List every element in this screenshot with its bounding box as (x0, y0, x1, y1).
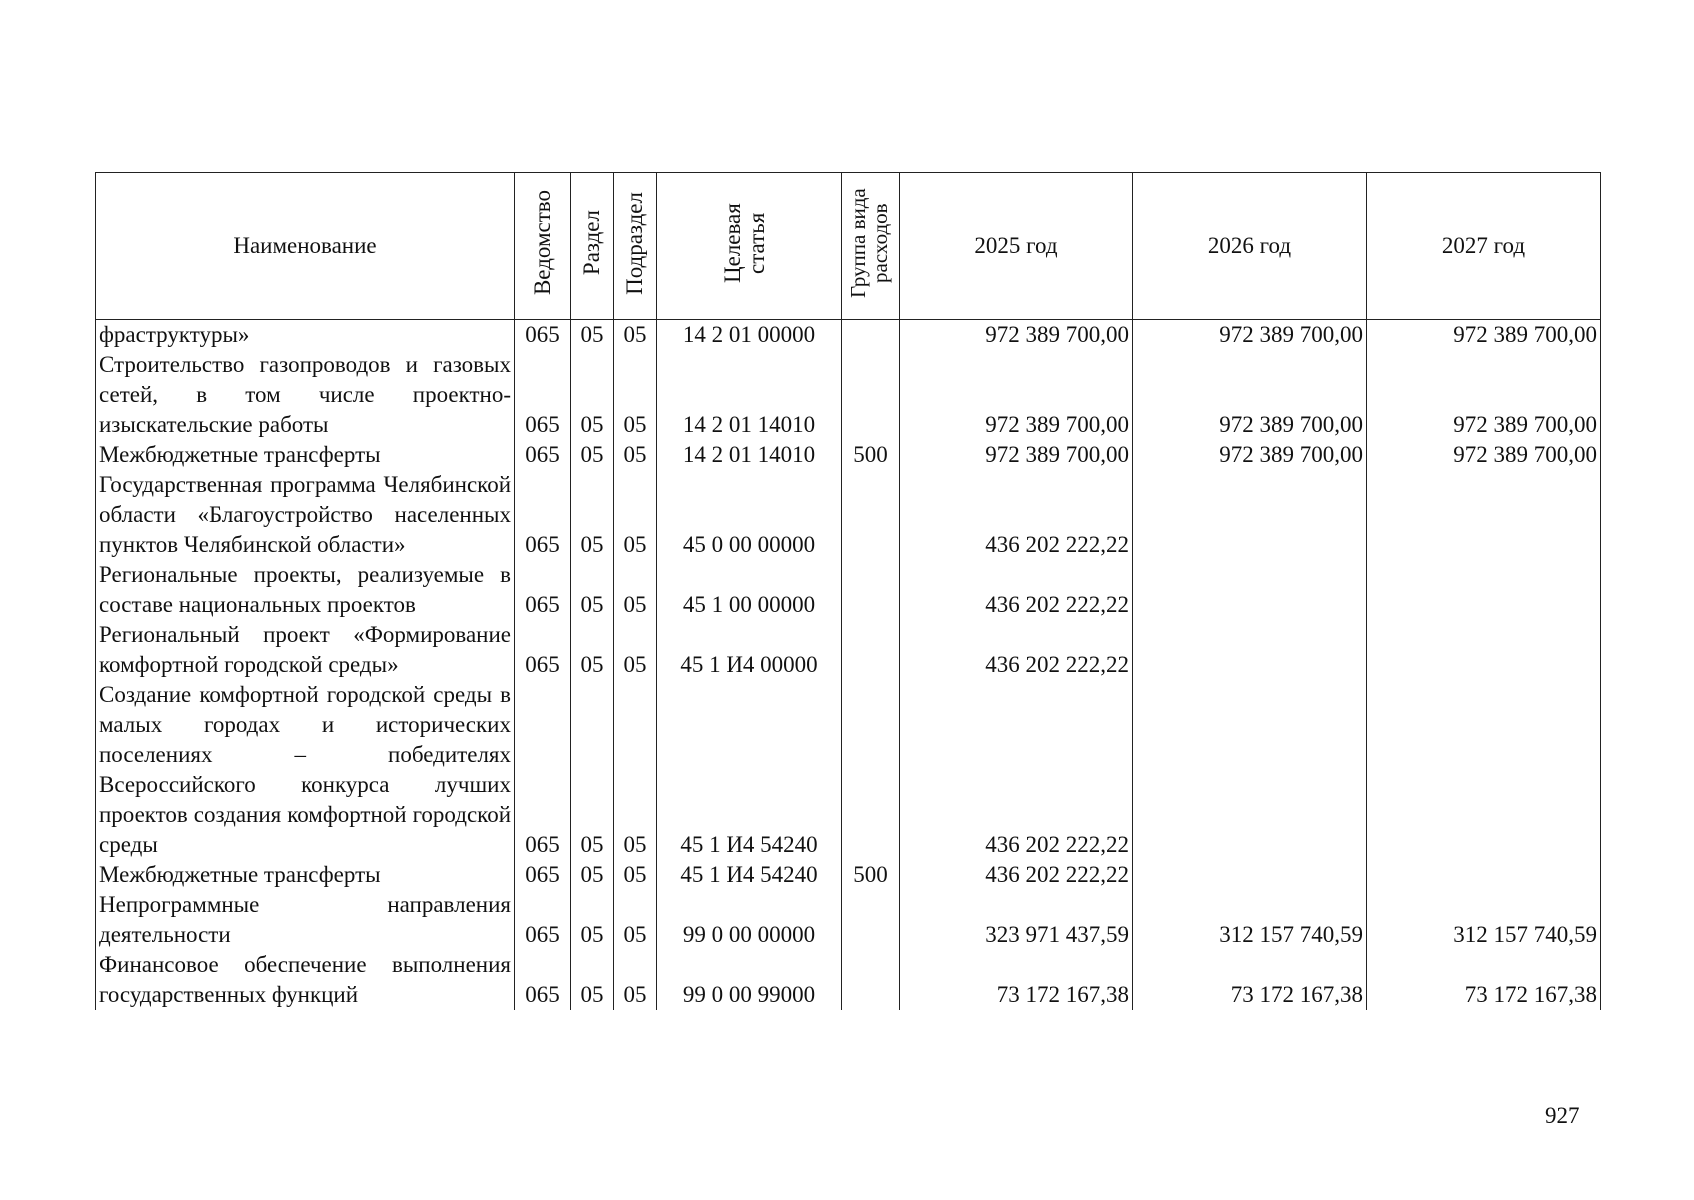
cell-year-2025: 436 202 222,22 (900, 470, 1133, 560)
budget-table-container (95, 172, 1600, 1010)
cell-year-2026: 73 172 167,38 (1133, 950, 1367, 1010)
cell-tselevaya-statya: 45 1 И4 54240 (657, 860, 842, 890)
cell-vedomstvo: 065 (515, 950, 571, 1010)
cell-name: Создание комфортной городской среды в малых городах и исторических поселениях – победителях Всероссийского конкурса лучших проектов создания комфортной городской среды (96, 680, 515, 860)
cell-gruppa-vida-raskhodov (842, 680, 900, 860)
cell-year-2027: 312 157 740,59 (1367, 890, 1601, 950)
cell-gruppa-vida-raskhodov (842, 320, 900, 351)
cell-year-2027 (1367, 620, 1601, 680)
cell-name: Межбюджетные трансферты (96, 440, 515, 470)
cell-vedomstvo: 065 (515, 890, 571, 950)
table-row (96, 860, 1601, 890)
cell-year-2026: 312 157 740,59 (1133, 890, 1367, 950)
cell-year-2026 (1133, 680, 1367, 860)
cell-razdel: 05 (571, 560, 614, 620)
cell-year-2025: 323 971 437,59 (900, 890, 1133, 950)
cell-razdel: 05 (571, 950, 614, 1010)
cell-year-2026: 972 389 700,00 (1133, 320, 1367, 351)
cell-razdel: 05 (571, 620, 614, 680)
cell-razdel: 05 (571, 860, 614, 890)
cell-podrazdel: 05 (614, 470, 657, 560)
cell-gruppa-vida-raskhodov (842, 350, 900, 440)
cell-podrazdel: 05 (614, 560, 657, 620)
cell-podrazdel: 05 (614, 890, 657, 950)
cell-vedomstvo: 065 (515, 860, 571, 890)
cell-vedomstvo: 065 (515, 680, 571, 860)
cell-gruppa-vida-raskhodov (842, 470, 900, 560)
cell-podrazdel: 05 (614, 680, 657, 860)
cell-tselevaya-statya: 45 1 И4 54240 (657, 680, 842, 860)
cell-podrazdel: 05 (614, 440, 657, 470)
cell-razdel: 05 (571, 440, 614, 470)
cell-podrazdel: 05 (614, 950, 657, 1010)
cell-year-2027: 972 389 700,00 (1367, 440, 1601, 470)
cell-gruppa-vida-raskhodov (842, 560, 900, 620)
cell-tselevaya-statya: 14 2 01 00000 (657, 320, 842, 351)
table-row (96, 620, 1601, 680)
header-podrazdel: Подраздел (614, 173, 657, 320)
cell-tselevaya-statya: 45 1 00 00000 (657, 560, 842, 620)
cell-tselevaya-statya: 45 1 И4 00000 (657, 620, 842, 680)
cell-vedomstvo: 065 (515, 560, 571, 620)
cell-vedomstvo: 065 (515, 440, 571, 470)
cell-podrazdel: 05 (614, 350, 657, 440)
cell-vedomstvo: 065 (515, 320, 571, 351)
header-year-2026: 2026 год (1133, 173, 1367, 320)
cell-tselevaya-statya: 14 2 01 14010 (657, 440, 842, 470)
budget-table (95, 172, 1601, 1010)
cell-podrazdel: 05 (614, 320, 657, 351)
table-row (96, 440, 1601, 470)
cell-year-2027: 73 172 167,38 (1367, 950, 1601, 1010)
header-gruppa-vida-raskhodov: Группа вида расходов (842, 173, 900, 320)
cell-gruppa-vida-raskhodov: 500 (842, 440, 900, 470)
header-tselevaya-statya: Целевая статья (657, 173, 842, 320)
cell-year-2025: 436 202 222,22 (900, 620, 1133, 680)
cell-year-2025: 436 202 222,22 (900, 680, 1133, 860)
cell-vedomstvo: 065 (515, 470, 571, 560)
cell-gruppa-vida-raskhodov (842, 620, 900, 680)
cell-year-2027 (1367, 680, 1601, 860)
table-row (96, 470, 1601, 560)
cell-tselevaya-statya: 99 0 00 99000 (657, 950, 842, 1010)
cell-gruppa-vida-raskhodov (842, 890, 900, 950)
cell-year-2026 (1133, 620, 1367, 680)
cell-year-2025: 436 202 222,22 (900, 860, 1133, 890)
cell-razdel: 05 (571, 470, 614, 560)
cell-year-2026: 972 389 700,00 (1133, 350, 1367, 440)
cell-name: Финансовое обеспечение выполнения государственных функций (96, 950, 515, 1010)
table-body (96, 320, 1601, 1011)
header-year-2025: 2025 год (900, 173, 1133, 320)
cell-vedomstvo: 065 (515, 350, 571, 440)
header-vedomstvo: Ведомство (515, 173, 571, 320)
cell-name: Региональный проект «Формирование комфортной городской среды» (96, 620, 515, 680)
cell-tselevaya-statya: 14 2 01 14010 (657, 350, 842, 440)
cell-year-2025: 972 389 700,00 (900, 350, 1133, 440)
table-row (96, 680, 1601, 860)
cell-year-2027: 972 389 700,00 (1367, 350, 1601, 440)
cell-year-2027 (1367, 560, 1601, 620)
table-header-row (96, 173, 1601, 320)
cell-name: Строительство газопроводов и газовых сетей, в том числе проектно-изыскательские работы (96, 350, 515, 440)
cell-year-2025: 436 202 222,22 (900, 560, 1133, 620)
cell-gruppa-vida-raskhodov: 500 (842, 860, 900, 890)
cell-name: Межбюджетные трансферты (96, 860, 515, 890)
cell-name: фраструктуры» (96, 320, 515, 351)
table-row (96, 890, 1601, 950)
cell-podrazdel: 05 (614, 620, 657, 680)
page-number: 927 (1545, 1103, 1580, 1128)
cell-year-2027 (1367, 860, 1601, 890)
cell-tselevaya-statya: 45 0 00 00000 (657, 470, 842, 560)
cell-gruppa-vida-raskhodov (842, 950, 900, 1010)
cell-year-2025: 972 389 700,00 (900, 440, 1133, 470)
cell-razdel: 05 (571, 320, 614, 351)
cell-year-2026 (1133, 560, 1367, 620)
header-year-2027: 2027 год (1367, 173, 1601, 320)
cell-razdel: 05 (571, 890, 614, 950)
cell-year-2026: 972 389 700,00 (1133, 440, 1367, 470)
cell-year-2025: 73 172 167,38 (900, 950, 1133, 1010)
cell-year-2025: 972 389 700,00 (900, 320, 1133, 351)
cell-name: Непрограммные направления деятельности (96, 890, 515, 950)
cell-razdel: 05 (571, 680, 614, 860)
cell-vedomstvo: 065 (515, 620, 571, 680)
cell-year-2026 (1133, 470, 1367, 560)
table-row (96, 320, 1601, 351)
header-name: Наименование (96, 173, 515, 320)
cell-year-2027: 972 389 700,00 (1367, 320, 1601, 351)
cell-year-2026 (1133, 860, 1367, 890)
cell-podrazdel: 05 (614, 860, 657, 890)
table-row (96, 350, 1601, 440)
header-razdel: Раздел (571, 173, 614, 320)
cell-name: Государственная программа Челябинской области «Благоустройство населенных пунктов Челябинской области» (96, 470, 515, 560)
cell-year-2027 (1367, 470, 1601, 560)
cell-name: Региональные проекты, реализуемые в составе национальных проектов (96, 560, 515, 620)
cell-razdel: 05 (571, 350, 614, 440)
table-row (96, 950, 1601, 1010)
table-row (96, 560, 1601, 620)
cell-tselevaya-statya: 99 0 00 00000 (657, 890, 842, 950)
